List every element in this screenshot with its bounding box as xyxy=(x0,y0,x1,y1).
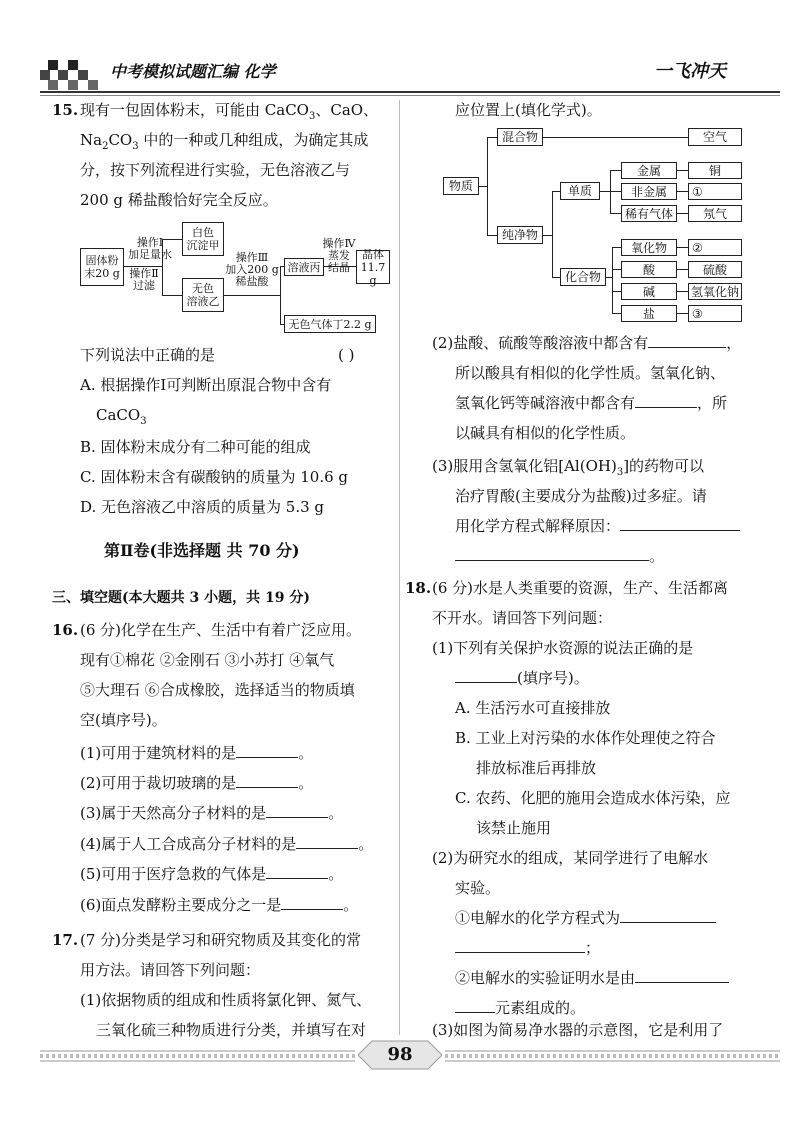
tree-line xyxy=(677,170,688,171)
brand-logo: 一飞冲天 xyxy=(654,61,726,82)
answer-blank[interactable] xyxy=(296,834,358,849)
tree-line xyxy=(612,313,621,314)
tree-line xyxy=(610,191,621,192)
q18-electrolysis-proof-cont: 元素组成的。 xyxy=(455,998,585,1018)
tree-line xyxy=(612,269,621,270)
q18-part1-line1: (1)下列有关保护水资源的说法正确的是 xyxy=(432,639,694,657)
tree-line xyxy=(677,191,688,192)
tree-line xyxy=(552,277,560,278)
tree-line xyxy=(612,247,621,248)
header-rule-thin xyxy=(40,95,780,96)
q17-part3-line1: (3)服用含氢氧化铝$[Al(OH)_3]$的药物可以 xyxy=(432,457,705,478)
q16-sub4: (4)属于人工合成高分子材料的是 。 xyxy=(80,835,374,853)
tree-noble-gas: 稀有气体 xyxy=(621,205,677,222)
q18-electrolysis-eq-cont: ； xyxy=(455,938,600,958)
section-3-heading: 三、填空题(本大题共 3 小题，共 19 分) xyxy=(52,590,310,606)
tree-line xyxy=(610,213,621,214)
q17-part3-line4: 。 xyxy=(455,546,664,566)
q16-sub2: (2)可用于裁切玻璃的是 。 xyxy=(80,774,314,792)
q16-sub5: (5)可用于医疗急救的气体是 。 xyxy=(80,865,344,883)
tree-blank-3[interactable]: ③ xyxy=(688,305,742,322)
q17-part2-line4: 以碱具有相似的化学性质。 xyxy=(455,424,636,442)
tree-oxide: 氧化物 xyxy=(621,239,677,256)
tree-line xyxy=(610,170,621,171)
tree-nonmetal: 非金属 xyxy=(621,183,677,200)
q15-option-a: A. 根据操作Ⅰ可判断出原混合物中含有 xyxy=(80,376,332,394)
q16-sub1: (1)可用于建筑材料的是 。 xyxy=(80,744,314,762)
answer-blank[interactable] xyxy=(236,743,298,758)
tree-line xyxy=(677,313,688,314)
q18-number: 18. xyxy=(405,579,432,597)
tree-air: 空气 xyxy=(688,128,742,146)
q18-part1-line2: (填序号)。 xyxy=(455,668,589,688)
flow-precipitate-box: 白色 沉淀甲 xyxy=(182,222,224,256)
answer-paren: ( ) xyxy=(338,346,355,364)
q15-line4: 200 g 稀盐酸恰好完全反应。 xyxy=(80,191,278,209)
q18-option-c-cont: 该禁止施用 xyxy=(476,819,552,837)
flow-start-box: 固体粉 末20 g xyxy=(80,248,124,286)
answer-blank[interactable] xyxy=(620,908,716,923)
q16-line3: ⑤大理石 ⑥合成橡胶，选择适当的物质填 xyxy=(80,681,355,699)
header-rule xyxy=(40,91,780,93)
tree-line xyxy=(487,235,497,236)
q16-line4: 空(填序号)。 xyxy=(80,711,167,729)
answer-blank[interactable] xyxy=(266,864,328,879)
q18-line1: (6 分)水是人类重要的资源，生产、生活都离 xyxy=(432,579,729,597)
q17-line1: (7 分)分类是学习和研究物质及其变化的常 xyxy=(80,931,362,949)
q17-line4: 三氧化硫三种物质进行分类，并填写在对 xyxy=(96,1021,367,1039)
q16-line1: (6 分)化学在生产、生活中有着广泛应用。 xyxy=(80,621,362,639)
tree-line xyxy=(677,247,688,248)
q15-number: 15. xyxy=(52,101,79,119)
flow-op1-label: 操作Ⅰ 加足量水 xyxy=(128,236,172,261)
tree-line xyxy=(543,137,688,138)
q15-line3: 分，按下列流程进行实验，无色溶液乙与 xyxy=(80,161,351,179)
q18-option-a: A. 生活污水可直接排放 xyxy=(455,699,611,717)
tree-line xyxy=(612,247,613,313)
tree-line xyxy=(677,213,688,214)
answer-blank[interactable] xyxy=(635,968,729,983)
q15-line1: 现有一包固体粉末，可能由 CaCO$_3$、CaO、 xyxy=(80,101,379,122)
answer-blank[interactable] xyxy=(455,938,585,953)
answer-blank[interactable] xyxy=(455,546,649,561)
flow-line xyxy=(162,295,182,296)
q17-part3-line3: 用化学方程式解释原因： xyxy=(455,516,740,536)
tree-line xyxy=(552,191,560,192)
q18-line2: 不开水。请回答下列问题： xyxy=(432,609,613,627)
q17-part3-line2: 治疗胃酸(主要成分为盐酸)过多症。请 xyxy=(455,487,707,505)
q17-line2: 用方法。请回答下列问题： xyxy=(80,961,261,979)
tree-root: 物质 xyxy=(443,177,479,195)
q17-line3: (1)依据物质的组成和性质将氯化钾、氮气、 xyxy=(80,991,372,1009)
q18-electrolysis-proof: ②电解水的实验证明水是由 xyxy=(455,968,729,988)
tree-base: 碱 xyxy=(621,283,677,300)
q18-option-c: C. 农药、化肥的施用会造成水体污染，应 xyxy=(455,789,731,807)
tree-line xyxy=(543,235,552,236)
tree-acid: 酸 xyxy=(621,261,677,278)
tree-compound: 化合物 xyxy=(560,268,606,286)
tree-line xyxy=(677,291,688,292)
section-2-heading: 第Ⅱ卷(非选择题 共 70 分) xyxy=(104,541,300,560)
flow-op4-label: 操作Ⅳ 蒸发 结晶 xyxy=(322,237,356,274)
answer-blank[interactable] xyxy=(236,773,298,788)
tree-element: 单质 xyxy=(560,182,600,200)
footer-border-pattern xyxy=(40,1048,355,1062)
q17-right-line1: 应位置上(填化学式)。 xyxy=(455,101,602,119)
q15-line2: $Na_2CO_3$ 中的一种或几种组成，为确定其成 xyxy=(80,131,369,152)
answer-blank[interactable] xyxy=(455,668,517,683)
footer-border-pattern xyxy=(445,1048,780,1062)
tree-neon: 氖气 xyxy=(688,205,742,222)
q16-sub3: (3)属于天然高分子材料的是 。 xyxy=(80,804,344,822)
answer-blank[interactable] xyxy=(266,803,328,818)
answer-blank[interactable] xyxy=(635,393,697,408)
tree-line xyxy=(479,186,487,187)
q18-option-b-cont: 排放标准后再排放 xyxy=(476,759,597,777)
q17-part2-line3: 氢氧化钙等碱溶液中都含有 ，所 xyxy=(455,394,728,412)
flow-gas-box: 无色气体丁2.2 g xyxy=(284,315,376,333)
page-number: 98 xyxy=(387,1044,413,1065)
book-title: 中考模拟试题汇编 化学 xyxy=(110,62,276,81)
tree-line xyxy=(487,137,497,138)
q16-line2: 现有①棉花 ②金刚石 ③小苏打 ④氧气 xyxy=(80,651,335,669)
q18-part3-line1: (3)如图为简易净水器的示意图，它是利用了 xyxy=(432,1021,724,1039)
tree-pure: 纯净物 xyxy=(497,226,543,244)
tree-salt: 盐 xyxy=(621,305,677,322)
tree-sodium-hydroxide: 氢氧化钠 xyxy=(688,283,742,300)
tree-copper: 铜 xyxy=(688,162,742,179)
q16-number: 16. xyxy=(52,621,79,639)
flow-crystal-box: 晶体 11.7 g xyxy=(356,250,390,284)
tree-line xyxy=(600,191,610,192)
q15-option-a-cont: CaCO$_3$ xyxy=(96,406,147,427)
q15-option-b: B. 固体粉末成分有二种可能的组成 xyxy=(80,438,311,456)
q18-part2-line2: 实验。 xyxy=(455,879,501,897)
tree-blank-1[interactable]: ① xyxy=(688,183,742,200)
flow-solution-b-box: 无色 溶液乙 xyxy=(182,278,224,312)
q18-part2-line1: (2)为研究水的组成，某同学进行了电解水 xyxy=(432,849,709,867)
tree-mixture: 混合物 xyxy=(497,128,543,146)
flow-solution-c-box: 溶液丙 xyxy=(284,258,324,276)
q18-electrolysis-eq: ①电解水的化学方程式为 xyxy=(455,908,716,928)
flow-line xyxy=(224,295,280,296)
q15-stem: 下列说法中正确的是 xyxy=(80,346,216,364)
answer-blank[interactable] xyxy=(620,516,740,531)
flow-op2-label: 操作Ⅱ 过滤 xyxy=(129,267,159,292)
q15-option-d: D. 无色溶液乙中溶质的质量为 5.3 g xyxy=(80,498,325,516)
q15-option-c: C. 固体粉末含有碳酸钠的质量为 10.6 g xyxy=(80,468,349,486)
answer-blank[interactable] xyxy=(281,895,343,910)
flow-line xyxy=(280,266,281,324)
tree-line xyxy=(552,191,553,277)
tree-line xyxy=(677,269,688,270)
q17-part2-line2: 所以酸具有相似的化学性质。氢氧化钠、 xyxy=(455,364,726,382)
tree-line xyxy=(612,291,621,292)
q16-sub6: (6)面点发酵粉主要成分之一是 。 xyxy=(80,896,359,914)
tree-metal: 金属 xyxy=(621,162,677,179)
tree-line xyxy=(487,137,488,235)
answer-blank[interactable] xyxy=(648,333,726,348)
flow-op3-label: 操作Ⅲ 加入200 g 稀盐酸 xyxy=(225,251,279,288)
answer-blank[interactable] xyxy=(455,998,495,1013)
header-checker-decoration xyxy=(40,58,102,94)
q17-number: 17. xyxy=(52,931,79,949)
tree-sulfuric-acid: 硫酸 xyxy=(688,261,742,278)
q18-option-b: B. 工业上对污染的水体作处理使之符合 xyxy=(455,729,716,747)
column-divider xyxy=(399,100,400,1035)
q17-part2-line1: (2)盐酸、硫酸等酸溶液中都含有 ， xyxy=(432,334,742,352)
tree-blank-2[interactable]: ② xyxy=(688,239,742,256)
